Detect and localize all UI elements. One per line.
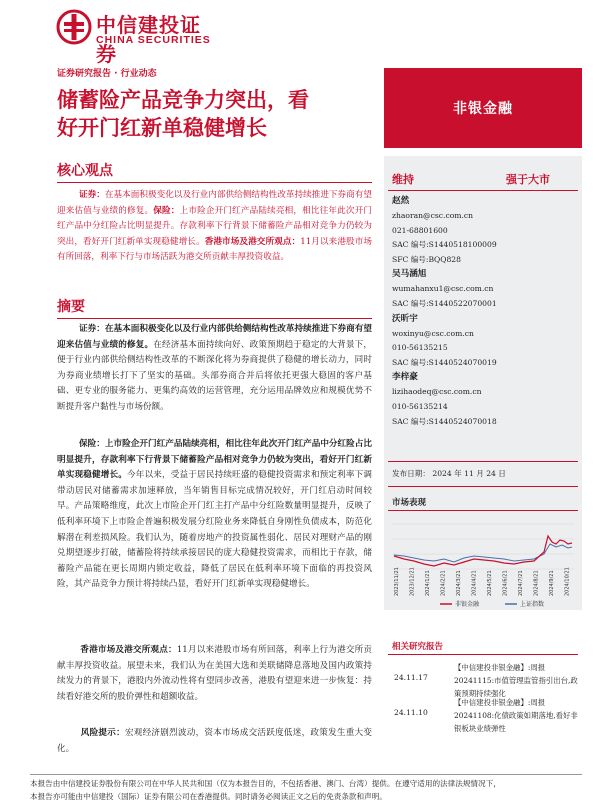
logo-name-en: CHINA SECURITIES <box>96 34 211 46</box>
related-item[interactable] <box>392 661 582 698</box>
logo-emblem-icon <box>56 9 92 45</box>
analyst-name: 吴马涵旭 <box>392 269 427 280</box>
analyst-sac: SAC 编号:S1440524070018 <box>392 416 497 426</box>
analyst-sac: SAC 编号:S1440518100009 <box>392 240 497 250</box>
core-divider <box>57 182 372 183</box>
x-axis-tick-label: 2024/7/21 <box>518 570 524 596</box>
related-date: 24.11.17 <box>394 673 428 682</box>
x-axis-labels <box>394 567 571 596</box>
x-axis-tick-label: 2024/3/21 <box>456 570 462 596</box>
summary-p2-text: 今年以来，受益于居民持续旺盛的稳健投资需求和预定利率下调带动居民对储蓄需求加速释放，当年销售目标完成情况较好，开门红启动时间较早。产品策略维度，此次上市险企开门红主打产品中分红险数量明显提升，反映了低利率环境下上市险企普遍积极发展分红险业务来降低自身刚性负债成本，防范化解潜在利差损风险。我们认为，随着房地产的投资属性弱化、居民对理财产品的刚兑期望逐步打破，储蓄险将持续承接居民的庞大稳健投资需求，而相比于存款，储蓄险产品能在更长周期内锁定收益，降低了居民在低利率环境下面临的再投资风险，其产品竞争力预计将持续凸显，看好开门红新单实现稳健增长。 <box>57 470 372 590</box>
analyst-phone: 010-56135214 <box>392 401 448 411</box>
summary-p1 <box>57 322 372 416</box>
logo-name-cn: 中信建投证券 <box>96 13 201 66</box>
date-divider-top <box>388 461 578 462</box>
summary-p3-text: 11月以来港股市场有所回落，利率上行为港交所贡献丰厚投资收益。展望未来，我们认为在美国大选和美联储降息落地及国内政策持续发力的背景下，港股内外流动性将有望同步改善，港股有望迎来进一步恢复：持续看好港交所的股价弹性和超额收益。 <box>57 645 372 702</box>
analyst-name: 赵然 <box>392 196 410 206</box>
summary-p1-text: 在经济基本面持续向好、政策预期趋于稳定的大背景下，便于行业内部供给侧结构性改革的不断深化将为券商提供了稳健的增长动力，同时为券商业绩增长打下了坚实的基础。头部券商合并后将依托更强大稳固的客户基础、更专业的服务能力、更集约高效的运营管理，充分运用品牌效应和规模优势不断提升客户黏性与市场份额。 <box>57 339 372 412</box>
summary-p1-lead: 证券：在基本面积极变化以及行业内部供给侧结构性改革持续推进下券商有望迎来估值与业绩的修复。 <box>57 324 372 350</box>
x-axis-tick-label: 2023/12/21 <box>409 567 416 596</box>
core-text <box>57 188 372 266</box>
logo <box>56 9 216 66</box>
page-title-line2: 好开门红新单稳健增长 <box>57 116 267 140</box>
page-title-line1: 储蓄险产品竞争力突出，看 <box>57 88 309 112</box>
core-lead-securities: 证券： <box>79 190 105 200</box>
summary-p4-lead: 风险提示： <box>80 728 125 738</box>
analyst-sac: SAC 编号:S1440524070019 <box>392 357 497 367</box>
x-axis-tick-label: 2024/9/21 <box>549 570 555 596</box>
related-divider <box>388 654 578 655</box>
related-item[interactable] <box>392 696 582 733</box>
date-divider-bottom <box>388 486 578 487</box>
footer-disclaimer-line1: 本报告由中信建投证券股份有限公司在中华人民共和国（仅为本报告目的，不包括香港、澳门、台湾）提供。在遵守适用的法律法规情况下， <box>30 779 501 788</box>
summary-divider <box>57 318 372 319</box>
summary-p4 <box>57 726 372 757</box>
footer-disclaimer-line2: 本报告亦可能由中信建投（国际）证券有限公司在香港提供。同时请务必阅读正文之后的免责条款和声明。 <box>30 792 387 801</box>
market-heading: 市场表现 <box>392 498 427 508</box>
analyst-email[interactable]: lizihaodeq@csc.com.cn <box>392 387 482 397</box>
analyst-sfc: SFC 编号:BQQ828 <box>392 254 461 264</box>
analyst-sac: SAC 编号:S1440522070001 <box>392 298 497 308</box>
industry-badge <box>384 68 582 148</box>
analyst-email[interactable]: zhaoran@csc.com.cn <box>392 211 474 220</box>
related-title[interactable]: 【中信建投非银金融】:周报20241108:化债政策如期落地,看好非银板块业绩弹性 <box>454 698 578 733</box>
rating-value: 强于大市 <box>506 173 550 186</box>
core-lead-insurance: 保险： <box>153 205 180 216</box>
x-axis-tick-label: 2024/6/21 <box>502 570 509 596</box>
analyst-name: 李梓豪 <box>392 372 418 383</box>
summary-p2 <box>57 437 372 593</box>
summary-p4-text: 宏观经济剧烈波动，资本市场成交活跃度低迷，政策发生重大变化。 <box>57 728 372 754</box>
market-chart <box>390 514 578 609</box>
rating-divider <box>388 190 578 191</box>
related-heading: 相关研究报告 <box>392 642 444 652</box>
summary-p2-lead: 保险：上市险企开门红产品陆续亮相，相比往年此次开门红产品中分红险占比明显提升，存款利率下行背景下储蓄险产品相对竞争力仍较为突出，看好开门红新单实现稳健增长。 <box>57 439 372 481</box>
core-lead-hk: 香港市场及港交所观点： <box>204 236 301 247</box>
analyst-phone: 021-68801600 <box>392 225 448 235</box>
analyst-email[interactable]: wumahanxu1@csc.com.cn <box>392 284 494 294</box>
publish-date: 发布日期： 2024 年 11 月 24 日 <box>392 469 506 478</box>
analyst-list <box>392 194 578 429</box>
related-title[interactable]: 【中信建投非银金融】:周报20241115:市值管理监管指引出台,政策预期持续强化 <box>454 663 578 698</box>
industry-label: 非银金融 <box>453 101 513 117</box>
x-axis-tick-label: 2024/4/21 <box>471 570 478 596</box>
x-axis-tick-label: 2023/11/21 <box>394 567 400 596</box>
summary-p3-lead: 香港市场及港交所观点： <box>80 645 177 655</box>
footer-divider <box>30 774 582 775</box>
analyst-phone: 010-56135215 <box>392 343 448 353</box>
x-axis-tick-label: 2024/10/21 <box>564 567 571 596</box>
core-text-insurance: 上市险企开门红产品陆续亮相，相比往年此次开门红产品中分红险占比明显提升。存款利率下行背景下储蓄险产品相对竞争力仍较为突出，看好开门红新单实现稳健增长。 <box>57 205 372 247</box>
core-text-securities: 在基本面积极变化以及行业内部供给侧结构性改革持续推进下券商有望迎来估值与业绩的修复。 <box>57 190 372 216</box>
x-axis-tick-label: 2024/2/21 <box>440 570 447 596</box>
analyst-name: 沃昕宇 <box>392 313 418 324</box>
summary-p3 <box>57 643 372 705</box>
x-axis-tick-label: 2024/5/21 <box>487 570 493 596</box>
related-date: 24.11.10 <box>394 708 428 717</box>
report-category: 证券研究报告 · 行业动态 <box>57 69 157 79</box>
market-divider <box>388 510 578 511</box>
legend-industry: 非银金融 <box>455 601 480 608</box>
x-axis-tick-label: 2024/1/21 <box>425 570 431 596</box>
summary-heading: 摘要 <box>57 299 85 315</box>
core-heading: 核心观点 <box>57 163 113 179</box>
rating-label: 维持 <box>392 173 414 186</box>
analyst-email[interactable]: woxinyu@csc.com.cn <box>392 328 474 338</box>
x-axis-tick-label: 2024/8/21 <box>533 570 540 596</box>
legend-index: 上证指数 <box>520 601 545 608</box>
core-text-hk: 11月以来港股市场有所回落，利率下行与市场活跃为港交所贡献丰厚投资收益。 <box>57 236 372 263</box>
